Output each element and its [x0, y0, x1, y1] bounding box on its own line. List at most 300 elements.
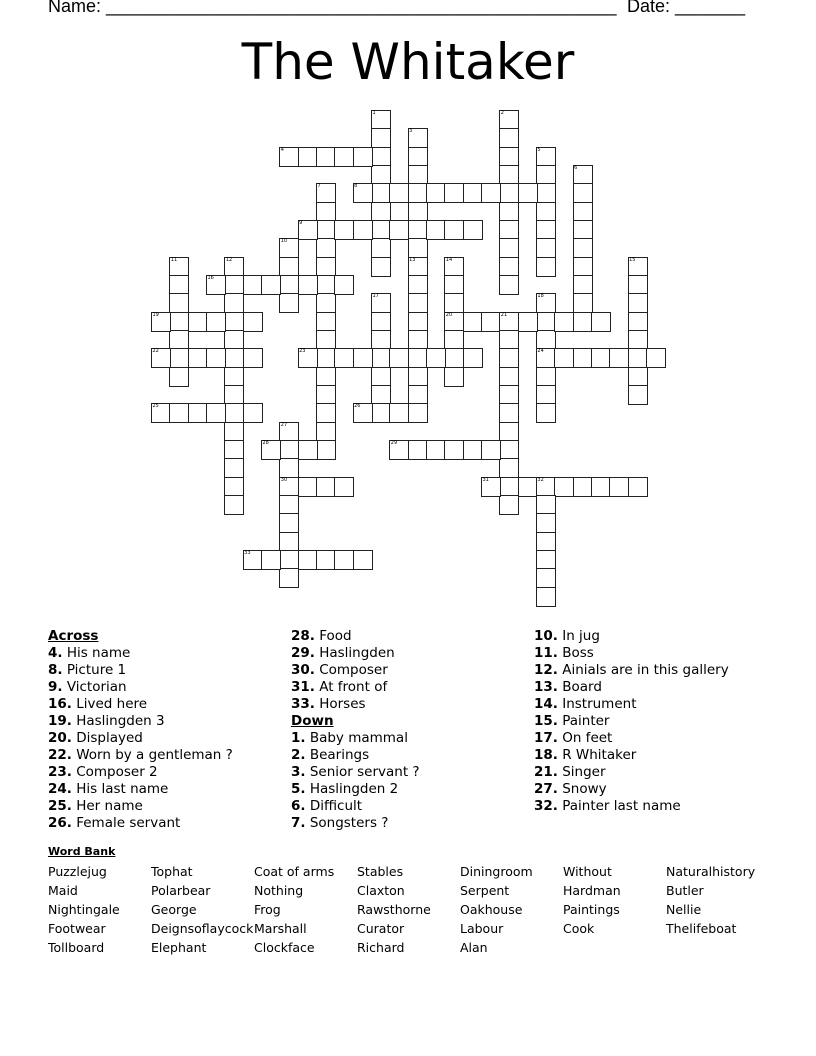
grid-cell[interactable] — [499, 348, 519, 368]
grid-number: 26 — [354, 403, 361, 410]
grid-cell[interactable] — [169, 367, 189, 387]
grid-cell[interactable] — [371, 312, 391, 332]
clue-text: His last name — [71, 781, 169, 797]
grid-cell[interactable] — [316, 147, 336, 167]
grid-cell[interactable] — [261, 275, 281, 295]
grid-number: 24 — [537, 348, 544, 355]
grid-cell[interactable] — [389, 183, 409, 203]
grid-cell[interactable] — [243, 312, 263, 332]
grid-cell[interactable] — [573, 238, 593, 258]
grid-cell[interactable] — [408, 403, 428, 423]
grid-cell[interactable] — [371, 238, 391, 258]
grid-cell[interactable] — [426, 220, 446, 240]
grid-cell[interactable] — [444, 440, 464, 460]
clue-item — [48, 662, 233, 679]
clue-text: Horses — [314, 696, 366, 712]
grid-cell[interactable] — [554, 312, 574, 332]
grid-cell[interactable] — [609, 477, 629, 497]
grid-cell[interactable] — [444, 220, 464, 240]
grid-cell[interactable] — [408, 275, 428, 295]
clue-text: Lived here — [71, 696, 148, 712]
grid-cell[interactable] — [536, 513, 556, 533]
grid-cell[interactable] — [426, 348, 446, 368]
clue-text: Her name — [71, 798, 143, 814]
grid-cell[interactable] — [224, 458, 244, 478]
clue-text: Instrument — [557, 696, 637, 712]
grid-cell[interactable] — [628, 275, 648, 295]
grid-cell[interactable] — [536, 495, 556, 515]
grid-cell[interactable] — [591, 477, 611, 497]
grid-cell[interactable] — [224, 385, 244, 405]
grid-cell[interactable] — [279, 513, 299, 533]
grid-cell[interactable] — [628, 367, 648, 387]
grid-cell[interactable] — [463, 348, 483, 368]
grid-cell[interactable] — [316, 403, 336, 423]
grid-cell[interactable] — [224, 312, 244, 332]
clue-item — [48, 815, 233, 832]
grid-cell[interactable] — [536, 165, 556, 185]
grid-cell[interactable] — [408, 330, 428, 350]
word-bank-item: Diningroom — [460, 864, 533, 879]
grid-cell[interactable] — [206, 312, 226, 332]
grid-cell[interactable] — [279, 495, 299, 515]
grid-cell[interactable] — [279, 550, 299, 570]
grid-cell[interactable] — [371, 128, 391, 148]
clue-column-3 — [534, 628, 729, 815]
grid-cell[interactable] — [334, 477, 354, 497]
grid-cell[interactable] — [499, 458, 519, 478]
grid-cell[interactable] — [573, 477, 593, 497]
grid-cell[interactable] — [426, 183, 446, 203]
clue-number: 3. — [291, 764, 306, 780]
grid-cell[interactable] — [316, 440, 336, 460]
word-bank-item: Thelifeboat — [666, 921, 737, 936]
grid-cell[interactable] — [279, 440, 299, 460]
word-bank-item: Alan — [460, 940, 488, 955]
clue-text: Baby mammal — [305, 730, 408, 746]
grid-cell[interactable] — [518, 477, 538, 497]
grid-number: 10 — [280, 238, 288, 245]
grid-cell[interactable] — [536, 238, 556, 258]
clue-item — [534, 764, 729, 781]
grid-cell[interactable] — [628, 477, 648, 497]
grid-cell[interactable] — [628, 330, 648, 350]
clue-text: Songsters ? — [305, 815, 389, 831]
grid-cell[interactable] — [389, 348, 409, 368]
grid-cell[interactable] — [334, 147, 354, 167]
grid-cell[interactable] — [444, 330, 464, 350]
grid-number: 22 — [152, 348, 159, 355]
clue-text: Victorian — [62, 679, 127, 695]
grid-cell[interactable] — [518, 183, 538, 203]
grid-cell[interactable] — [536, 367, 556, 387]
clue-item — [534, 713, 729, 730]
grid-number: 32 — [537, 476, 544, 483]
grid-cell[interactable] — [224, 477, 244, 497]
grid-cell[interactable] — [536, 532, 556, 552]
grid-cell[interactable] — [573, 312, 593, 332]
clue-number: 8. — [48, 662, 63, 678]
clue-number: 18. — [534, 747, 558, 763]
grid-cell[interactable] — [224, 440, 244, 460]
grid-cell[interactable] — [536, 403, 556, 423]
grid-cell[interactable] — [169, 275, 189, 295]
grid-cell[interactable] — [499, 275, 519, 295]
word-bank-item: Polarbear — [151, 883, 211, 898]
clue-item — [48, 713, 233, 730]
grid-cell[interactable] — [499, 128, 519, 148]
grid-cell[interactable] — [408, 367, 428, 387]
grid-cell[interactable] — [444, 367, 464, 387]
grid-cell[interactable] — [316, 275, 336, 295]
grid-cell[interactable] — [279, 293, 299, 313]
grid-cell[interactable] — [499, 202, 519, 222]
page-title: The Whitaker — [241, 33, 575, 91]
grid-cell[interactable] — [609, 348, 629, 368]
grid-cell[interactable] — [371, 348, 391, 368]
clue-number: 23. — [48, 764, 72, 780]
grid-cell[interactable] — [298, 550, 318, 570]
grid-cell[interactable] — [463, 440, 483, 460]
word-bank-item: Deignsoflaycock — [151, 921, 254, 936]
clue-number: 14. — [534, 696, 558, 712]
clue-text: At front of — [314, 679, 388, 695]
grid-cell[interactable] — [169, 312, 189, 332]
clue-number: 17. — [534, 730, 558, 746]
grid-cell[interactable] — [518, 312, 538, 332]
grid-cell[interactable] — [188, 403, 208, 423]
grid-cell[interactable] — [426, 440, 446, 460]
grid-cell[interactable] — [371, 202, 391, 222]
word-bank-title: Word Bank — [48, 845, 116, 858]
clue-number: 15. — [534, 713, 558, 729]
grid-cell[interactable] — [279, 458, 299, 478]
clue-number: 21. — [534, 764, 558, 780]
name-field[interactable]: Name: ___________________________________________________ — [48, 0, 617, 16]
grid-cell[interactable] — [224, 403, 244, 423]
grid-cell[interactable] — [536, 568, 556, 588]
grid-cell[interactable] — [499, 165, 519, 185]
grid-cell[interactable] — [408, 183, 428, 203]
grid-cell[interactable] — [408, 220, 428, 240]
grid-cell[interactable] — [224, 495, 244, 515]
word-bank-item: Footwear — [48, 921, 106, 936]
clue-number: 5. — [291, 781, 306, 797]
grid-cell[interactable] — [499, 367, 519, 387]
grid-cell[interactable] — [224, 367, 244, 387]
clue-number: 28. — [291, 628, 315, 644]
grid-cell[interactable] — [591, 348, 611, 368]
grid-cell[interactable] — [371, 257, 391, 277]
grid-cell[interactable] — [353, 348, 373, 368]
grid-cell[interactable] — [481, 440, 501, 460]
grid-cell[interactable] — [573, 220, 593, 240]
word-bank-item: Maid — [48, 883, 78, 898]
grid-cell[interactable] — [536, 257, 556, 277]
grid-number: 31 — [482, 476, 489, 483]
clue-number: 29. — [291, 645, 315, 661]
clue-text: Composer 2 — [71, 764, 158, 780]
word-bank-item: Nellie — [666, 902, 702, 917]
grid-number: 29 — [390, 439, 398, 446]
grid-cell[interactable] — [243, 275, 263, 295]
grid-cell[interactable] — [243, 348, 263, 368]
clue-text: Ainials are in this gallery — [557, 662, 729, 678]
grid-cell[interactable] — [573, 183, 593, 203]
clue-text: Food — [314, 628, 352, 644]
grid-cell[interactable] — [499, 147, 519, 167]
grid-cell[interactable] — [536, 587, 556, 607]
grid-cell[interactable] — [554, 348, 574, 368]
clue-number: 6. — [291, 798, 306, 814]
word-bank-item: George — [151, 902, 197, 917]
grid-cell[interactable] — [628, 293, 648, 313]
word-bank-item: Stables — [357, 864, 404, 879]
clue-text: R Whitaker — [557, 747, 637, 763]
grid-number: 30 — [280, 476, 288, 483]
clue-number: 9. — [48, 679, 63, 695]
grid-cell[interactable] — [224, 348, 244, 368]
grid-cell[interactable] — [463, 183, 483, 203]
word-bank-item: Paintings — [563, 902, 620, 917]
word-bank-item: Nightingale — [48, 902, 120, 917]
grid-cell[interactable] — [536, 550, 556, 570]
clue-heading: Across — [48, 628, 99, 644]
grid-cell[interactable] — [499, 330, 519, 350]
clue-number: 32. — [534, 798, 558, 814]
grid-cell[interactable] — [499, 477, 519, 497]
grid-cell[interactable] — [224, 275, 244, 295]
grid-cell[interactable] — [371, 147, 391, 167]
grid-cell[interactable] — [371, 330, 391, 350]
grid-cell[interactable] — [279, 532, 299, 552]
grid-number: 25 — [152, 403, 159, 410]
grid-number: 13 — [409, 256, 416, 263]
grid-number: 12 — [225, 256, 233, 263]
grid-cell[interactable] — [591, 312, 611, 332]
grid-number: 23 — [299, 348, 306, 355]
grid-number: 27 — [280, 421, 288, 428]
grid-cell[interactable] — [536, 330, 556, 350]
grid-cell[interactable] — [408, 312, 428, 332]
grid-cell[interactable] — [371, 165, 391, 185]
grid-cell[interactable] — [573, 293, 593, 313]
grid-cell[interactable] — [261, 550, 281, 570]
grid-cell[interactable] — [316, 367, 336, 387]
grid-number: 1 — [372, 110, 376, 116]
grid-cell[interactable] — [316, 348, 336, 368]
grid-number: 16 — [207, 274, 214, 281]
grid-cell[interactable] — [316, 422, 336, 442]
grid-cell[interactable] — [224, 293, 244, 313]
grid-cell[interactable] — [573, 202, 593, 222]
grid-cell[interactable] — [408, 147, 428, 167]
word-bank-item: Curator — [357, 921, 405, 936]
grid-cell[interactable] — [444, 183, 464, 203]
grid-cell[interactable] — [371, 367, 391, 387]
grid-cell[interactable] — [224, 330, 244, 350]
clue-item — [291, 696, 420, 713]
grid-number: 5 — [537, 146, 541, 153]
grid-cell[interactable] — [499, 257, 519, 277]
clue-number: 24. — [48, 781, 72, 797]
grid-cell[interactable] — [536, 220, 556, 240]
clue-number: 27. — [534, 781, 558, 797]
date-field[interactable]: Date: _______ — [627, 0, 746, 16]
grid-cell[interactable] — [444, 348, 464, 368]
grid-cell[interactable] — [316, 257, 336, 277]
clue-number: 4. — [48, 645, 63, 661]
grid-cell[interactable] — [206, 348, 226, 368]
grid-cell[interactable] — [353, 220, 373, 240]
grid-cell[interactable] — [499, 238, 519, 258]
clue-text: Bearings — [305, 747, 370, 763]
word-bank-item: Richard — [357, 940, 405, 955]
grid-cell[interactable] — [499, 440, 519, 460]
grid-cell[interactable] — [298, 477, 318, 497]
grid-cell[interactable] — [298, 147, 318, 167]
grid-cell[interactable] — [298, 275, 318, 295]
grid-cell[interactable] — [224, 422, 244, 442]
grid-cell[interactable] — [279, 568, 299, 588]
word-bank-item: Rawsthorne — [357, 902, 431, 917]
clue-heading: Down — [291, 713, 334, 729]
grid-cell[interactable] — [444, 275, 464, 295]
word-bank-item: Naturalhistory — [666, 864, 756, 879]
clue-item — [48, 781, 233, 798]
grid-number: 19 — [152, 311, 159, 318]
grid-cell[interactable] — [188, 348, 208, 368]
grid-cell[interactable] — [499, 385, 519, 405]
grid-cell[interactable] — [298, 440, 318, 460]
grid-cell[interactable] — [408, 202, 428, 222]
grid-cell[interactable] — [316, 202, 336, 222]
grid-cell[interactable] — [481, 312, 501, 332]
grid-cell[interactable] — [169, 293, 189, 313]
grid-cell[interactable] — [408, 385, 428, 405]
grid-cell[interactable] — [554, 477, 574, 497]
grid-cell[interactable] — [243, 403, 263, 423]
grid-cell[interactable] — [316, 550, 336, 570]
grid-cell[interactable] — [371, 385, 391, 405]
grid-number: 14 — [445, 256, 453, 263]
grid-cell[interactable] — [169, 330, 189, 350]
grid-cell[interactable] — [536, 312, 556, 332]
grid-cell[interactable] — [371, 403, 391, 423]
grid-cell[interactable] — [408, 440, 428, 460]
word-bank-item: Coat of arms — [254, 864, 335, 879]
clue-item — [291, 679, 420, 696]
grid-cell[interactable] — [536, 202, 556, 222]
grid-cell[interactable] — [573, 348, 593, 368]
grid-cell[interactable] — [573, 257, 593, 277]
grid-cell[interactable] — [371, 220, 391, 240]
clue-text: On feet — [557, 730, 613, 746]
clue-text: Boss — [557, 645, 594, 661]
grid-cell[interactable] — [573, 275, 593, 295]
grid-cell[interactable] — [353, 550, 373, 570]
clue-item — [291, 815, 420, 832]
grid-cell[interactable] — [334, 348, 354, 368]
grid-cell[interactable] — [334, 550, 354, 570]
clue-text: Female servant — [71, 815, 181, 831]
grid-cell[interactable] — [334, 220, 354, 240]
grid-cell[interactable] — [316, 312, 336, 332]
word-bank-item: Hardman — [563, 883, 621, 898]
grid-cell[interactable] — [316, 293, 336, 313]
grid-cell[interactable] — [408, 293, 428, 313]
grid-cell[interactable] — [499, 495, 519, 515]
grid-cell[interactable] — [463, 312, 483, 332]
grid-cell[interactable] — [279, 257, 299, 277]
grid-cell[interactable] — [316, 330, 336, 350]
grid-cell[interactable] — [316, 385, 336, 405]
grid-cell[interactable] — [628, 348, 648, 368]
grid-number: 8 — [354, 183, 358, 190]
grid-number: 20 — [445, 311, 453, 318]
grid-cell[interactable] — [316, 477, 336, 497]
grid-cell[interactable] — [499, 422, 519, 442]
clue-item — [291, 798, 420, 815]
grid-cell[interactable] — [536, 385, 556, 405]
grid-cell[interactable] — [499, 183, 519, 203]
clue-number: 22. — [48, 747, 72, 763]
grid-cell[interactable] — [188, 312, 208, 332]
word-bank-item: Serpent — [460, 883, 510, 898]
clue-text: Painter — [557, 713, 610, 729]
grid-cell[interactable] — [499, 220, 519, 240]
grid-number: 2 — [500, 110, 504, 116]
grid-cell[interactable] — [646, 348, 666, 368]
grid-cell[interactable] — [316, 238, 336, 258]
grid-cell[interactable] — [389, 220, 409, 240]
clue-number: 12. — [534, 662, 558, 678]
clue-item — [534, 730, 729, 747]
clue-item — [534, 645, 729, 662]
grid-cell[interactable] — [389, 403, 409, 423]
grid-cell[interactable] — [499, 403, 519, 423]
clue-text: Picture 1 — [62, 662, 127, 678]
grid-cell[interactable] — [334, 275, 354, 295]
grid-cell[interactable] — [481, 183, 501, 203]
clue-number: 19. — [48, 713, 72, 729]
grid-cell[interactable] — [536, 183, 556, 203]
grid-number: 7 — [317, 183, 321, 190]
grid-cell[interactable] — [408, 238, 428, 258]
grid-cell[interactable] — [169, 403, 189, 423]
grid-cell[interactable] — [628, 385, 648, 405]
grid-cell[interactable] — [206, 403, 226, 423]
clue-item — [291, 747, 420, 764]
clue-column-2 — [291, 628, 420, 832]
clue-number: 20. — [48, 730, 72, 746]
grid-cell[interactable] — [408, 348, 428, 368]
clue-item — [291, 764, 420, 781]
grid-cell[interactable] — [463, 220, 483, 240]
clue-text: Difficult — [305, 798, 363, 814]
word-bank-item: Claxton — [357, 883, 405, 898]
grid-cell[interactable] — [444, 293, 464, 313]
grid-cell[interactable] — [169, 348, 189, 368]
grid-cell[interactable] — [371, 183, 391, 203]
clue-item — [534, 628, 729, 645]
grid-cell[interactable] — [353, 147, 373, 167]
grid-cell[interactable] — [408, 165, 428, 185]
clue-text: Senior servant ? — [305, 764, 420, 780]
grid-cell[interactable] — [279, 275, 299, 295]
grid-cell[interactable] — [628, 312, 648, 332]
grid-cell[interactable] — [316, 220, 336, 240]
